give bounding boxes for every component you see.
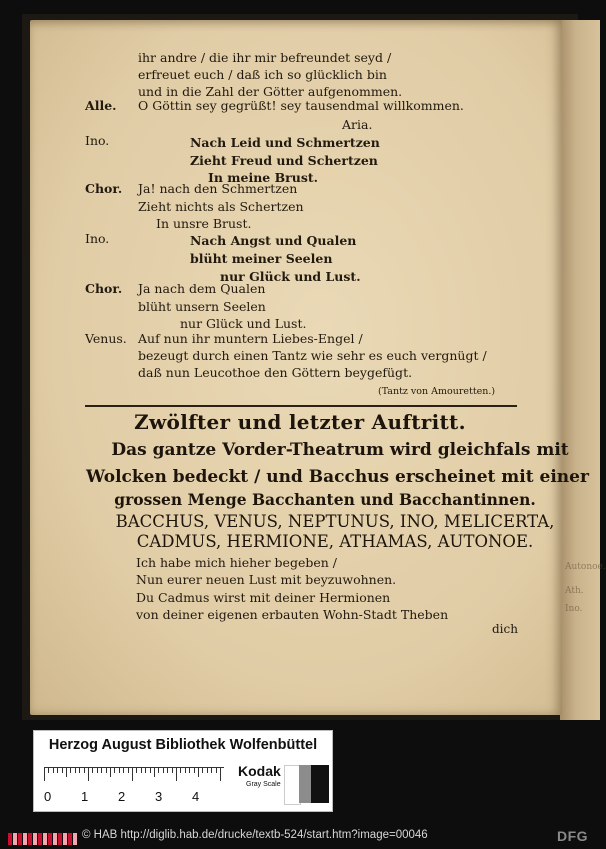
library-scale-banner bbox=[33, 730, 333, 812]
cast-list: BACCHUS, VENUS, NEPTUNUS, INO, MELICERTA, bbox=[115, 512, 555, 531]
ruler-tick bbox=[101, 767, 102, 773]
ruler-tick bbox=[202, 767, 203, 773]
text-line: O Göttin sey gegrüßt! sey tausendmal willkommen. bbox=[138, 98, 464, 113]
text-line: ihr andre / die ihr mir befreundet seyd / bbox=[138, 50, 392, 65]
bleed-through-text: Ath. bbox=[565, 586, 584, 596]
footer-bar bbox=[0, 826, 600, 847]
speaker-label: Alle. bbox=[85, 98, 117, 113]
ruler-tick bbox=[150, 767, 151, 773]
ruler-tick bbox=[145, 767, 146, 773]
speaker-label: Chor. bbox=[85, 281, 123, 296]
ruler-tick bbox=[185, 767, 186, 773]
ruler-tick bbox=[70, 767, 71, 773]
ruler-number: 1 bbox=[81, 789, 89, 804]
ruler-tick bbox=[211, 767, 212, 773]
ruler-tick bbox=[220, 767, 221, 781]
copyright-link[interactable]: © HAB http://diglib.hab.de/drucke/textb-524/start.htm?image=00046 bbox=[82, 829, 428, 841]
catchword: dich bbox=[492, 622, 518, 636]
ruler-tick bbox=[88, 767, 89, 781]
text-line: und in die Zahl der Götter aufgenommen. bbox=[138, 84, 403, 99]
ruler-tick bbox=[154, 767, 155, 777]
stage-direction-heading: Das gantze Vorder-Theatrum wird gleichfals mit bbox=[111, 440, 569, 460]
ruler-tick bbox=[167, 767, 168, 773]
text-line: blüht meiner Seelen bbox=[190, 251, 333, 266]
ruler-tick bbox=[216, 767, 217, 773]
stage-direction-heading: Wolcken bedeckt / und Bacchus erscheinet mit einer bbox=[86, 467, 589, 487]
text-line: Zieht nichts als Schertzen bbox=[138, 199, 304, 214]
ruler-tick bbox=[119, 767, 120, 773]
ruler-tick bbox=[172, 767, 173, 773]
ruler-tick bbox=[97, 767, 98, 773]
ruler-tick bbox=[53, 767, 54, 773]
text-line: nur Glück und Lust. bbox=[220, 269, 361, 284]
ruler-tick bbox=[48, 767, 49, 773]
ruler bbox=[44, 767, 224, 805]
bleed-through-text: Autonoe. bbox=[565, 562, 606, 572]
ruler-tick bbox=[141, 767, 142, 773]
text-line: nur Glück und Lust. bbox=[180, 316, 307, 331]
gray-swatch-mid bbox=[299, 765, 311, 803]
ruler-tick bbox=[79, 767, 80, 773]
text-line: von deiner eigenen erbauten Wohn-Stadt Theben bbox=[136, 607, 449, 622]
text-line: Auf nun ihr muntern Liebes-Engel / bbox=[138, 331, 363, 346]
text-line: In meine Brust. bbox=[208, 170, 319, 185]
text-line: erfreuet euch / daß ich so glücklich bin bbox=[138, 67, 387, 82]
speaker-label: Ino. bbox=[85, 231, 110, 246]
text-line: Nach Leid und Schmertzen bbox=[190, 135, 380, 150]
ruler-tick bbox=[189, 767, 190, 773]
text-line: daß nun Leucothoe den Göttern beygefügt. bbox=[138, 365, 413, 380]
section-divider bbox=[85, 405, 517, 407]
text-line: Ich habe mich hieher begeben / bbox=[136, 555, 337, 570]
ruler-tick bbox=[163, 767, 164, 773]
bleed-through-text: Ino. bbox=[565, 604, 583, 614]
ruler-tick bbox=[75, 767, 76, 773]
ruler-tick bbox=[132, 767, 133, 781]
library-title: Herzog August Bibliothek Wolfenbüttel bbox=[48, 737, 318, 753]
gray-scale-label: Gray Scale bbox=[246, 781, 281, 788]
text-line: Ja! nach den Schmertzen bbox=[138, 181, 298, 196]
ruler-tick bbox=[136, 767, 137, 773]
stage-direction: (Tantz von Amouretten.) bbox=[378, 386, 496, 397]
ruler-tick bbox=[180, 767, 181, 773]
gray-swatch-black bbox=[311, 765, 329, 803]
ruler-tick bbox=[158, 767, 159, 773]
ruler-tick bbox=[106, 767, 107, 773]
ruler-number: 3 bbox=[155, 789, 163, 804]
aria-heading: Aria. bbox=[342, 117, 373, 132]
text-line: Zieht Freud und Schertzen bbox=[190, 153, 378, 168]
text-line: Nun eurer neuen Lust mit beyzuwohnen. bbox=[136, 572, 397, 587]
text-line: Ja nach dem Qualen bbox=[138, 281, 266, 296]
text-line: blüht unsern Seelen bbox=[138, 299, 266, 314]
facing-page-edge bbox=[560, 20, 600, 720]
ruler-tick bbox=[57, 767, 58, 773]
kodak-logo: Kodak bbox=[238, 763, 281, 779]
ruler-tick bbox=[44, 767, 45, 781]
dfg-logo: DFG bbox=[557, 828, 589, 844]
stage-direction-heading: grossen Menge Bacchanten und Bacchantinnen. bbox=[114, 490, 536, 509]
ruler-tick bbox=[198, 767, 199, 777]
text-line: bezeugt durch einen Tantz wie sehr es euch vergnügt / bbox=[138, 348, 487, 363]
speaker-label: Venus. bbox=[85, 331, 127, 346]
ruler-tick bbox=[114, 767, 115, 773]
ruler-tick bbox=[62, 767, 63, 773]
ruler-number: 2 bbox=[118, 789, 126, 804]
ruler-tick bbox=[194, 767, 195, 773]
text-line: Nach Angst und Qualen bbox=[190, 233, 357, 248]
speaker-label: Chor. bbox=[85, 181, 123, 196]
scene-title: Zwölfter und letzter Auftritt. bbox=[134, 410, 466, 434]
ruler-tick bbox=[110, 767, 111, 777]
ruler-tick bbox=[84, 767, 85, 773]
ruler-tick bbox=[123, 767, 124, 773]
ruler-tick bbox=[128, 767, 129, 773]
ruler-tick bbox=[92, 767, 93, 773]
ruler-number: 4 bbox=[192, 789, 200, 804]
ruler-number: 0 bbox=[44, 789, 52, 804]
ruler-tick bbox=[207, 767, 208, 773]
ruler-tick bbox=[66, 767, 67, 777]
speaker-label: Ino. bbox=[85, 133, 110, 148]
text-line: In unsre Brust. bbox=[156, 216, 252, 231]
text-line: Du Cadmus wirst mit deiner Hermionen bbox=[136, 590, 391, 605]
cast-list: CADMUS, HERMIONE, ATHAMAS, AUTONOE. bbox=[136, 532, 534, 551]
ruler-tick bbox=[176, 767, 177, 781]
